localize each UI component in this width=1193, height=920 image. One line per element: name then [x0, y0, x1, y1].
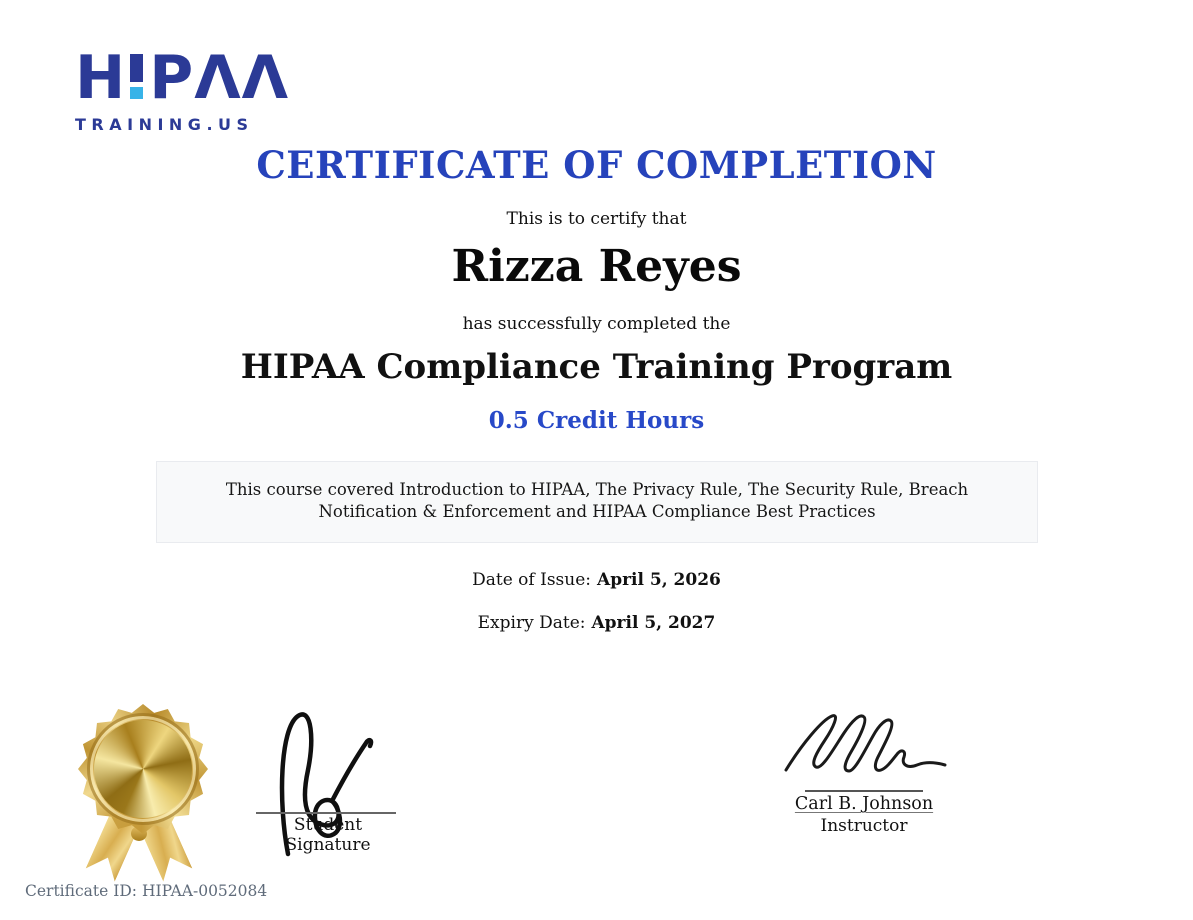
- instructor-name: Carl B. Johnson: [794, 794, 934, 814]
- logo-exclamation-dot: [130, 87, 143, 99]
- instructor-signature-line: [805, 790, 923, 792]
- logo-wordmark: [75, 43, 290, 113]
- certificate-id-line: [25, 882, 267, 900]
- program-title: HIPAA Compliance Training Program: [240, 347, 953, 387]
- date-of-issue-line: [0, 570, 1193, 590]
- student-name: Rizza Reyes: [451, 241, 742, 292]
- logo-exclamation-icon: [130, 54, 143, 98]
- certificate-title: CERTIFICATE OF COMPLETION: [256, 143, 937, 187]
- course-summary-box: [156, 461, 1038, 543]
- gold-medal-seal-icon: [74, 702, 214, 884]
- hipaa-training-logo: [75, 43, 290, 134]
- certificate-id-value: HIPAA-0052084: [141, 882, 268, 900]
- student-signature-line: [256, 812, 396, 814]
- expiry-date-line: [0, 613, 1193, 633]
- certificate-id-label: Certificate ID:: [25, 882, 137, 900]
- logo-tagline: TRAINING.US: [75, 115, 254, 134]
- course-summary-text: This course covered Introduction to HIPAA, The Privacy Rule, The Security Rule, Breach Notification & Enforcement and HIPAA Compliance Best Practices: [225, 480, 969, 521]
- date-of-issue-value: April 5, 2026: [597, 570, 721, 590]
- completed-line: has successfully completed the: [462, 314, 731, 334]
- instructor-signature-block: [778, 700, 950, 840]
- logo-letter-h: H: [75, 43, 127, 113]
- student-signature-block: [256, 700, 400, 860]
- expiry-date-value: April 5, 2027: [591, 613, 716, 633]
- instructor-title: Instructor: [820, 816, 908, 836]
- date-of-issue-label: Date of Issue:: [472, 570, 592, 590]
- credit-hours: 0.5 Credit Hours: [488, 407, 705, 434]
- medal-seal-disc: [78, 704, 208, 834]
- medal-inner-disc: [94, 720, 192, 818]
- certify-line: This is to certify that: [506, 209, 687, 229]
- logo-exclamation-bar: [130, 54, 143, 82]
- instructor-signature-image: [780, 706, 950, 791]
- student-signature-label: Student Signature: [285, 815, 371, 855]
- expiry-date-label: Expiry Date:: [477, 613, 586, 633]
- logo-letters-paa: PΛΛ: [149, 43, 290, 113]
